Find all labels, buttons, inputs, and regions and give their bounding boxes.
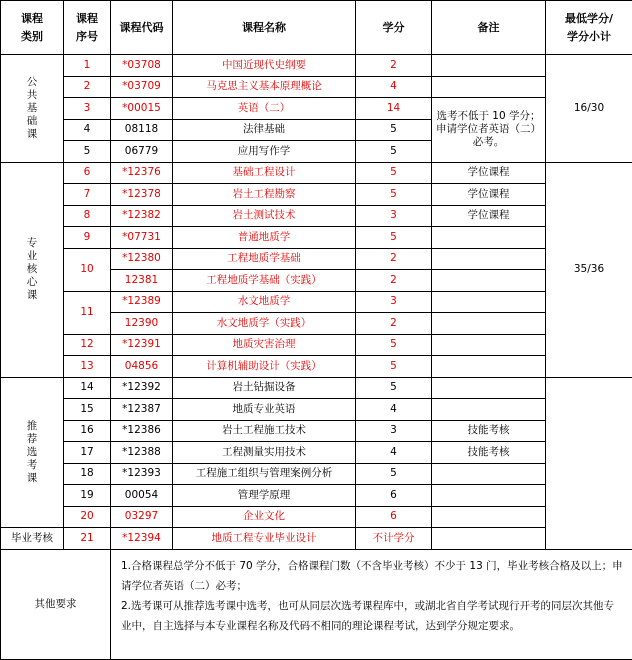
remark-empty — [432, 377, 546, 399]
course-name: 法律基础 — [173, 119, 356, 141]
remark-degree-course: 学位课程 — [432, 205, 546, 227]
total-empty — [546, 377, 632, 549]
course-seq: 10 — [64, 248, 111, 291]
header-name: 课程名称 — [173, 1, 356, 55]
total-core: 35/36 — [546, 162, 632, 377]
remark-empty — [432, 248, 546, 270]
course-credit: 4 — [356, 442, 432, 464]
course-seq: 15 — [64, 399, 111, 421]
course-seq: 5 — [64, 141, 111, 163]
course-code: 08118 — [111, 119, 173, 141]
remark-empty — [432, 76, 546, 98]
group-other: 其他要求 — [1, 549, 111, 659]
course-name: 基础工程设计 — [173, 162, 356, 184]
course-credit: 5 — [356, 356, 432, 378]
table-row — [1, 442, 632, 464]
course-code: *12382 — [111, 205, 173, 227]
course-code: *12392 — [111, 377, 173, 399]
course-code: *12393 — [111, 463, 173, 485]
remark-empty — [432, 463, 546, 485]
table-row — [1, 76, 632, 98]
course-seq: 7 — [64, 184, 111, 206]
course-credit: 5 — [356, 141, 432, 163]
course-credit: 4 — [356, 76, 432, 98]
table-row — [1, 528, 632, 550]
course-credit: 4 — [356, 399, 432, 421]
course-seq: 21 — [64, 528, 111, 550]
course-credit: 14 — [356, 98, 432, 120]
course-seq: 13 — [64, 356, 111, 378]
group-graduation: 毕业考核 — [1, 528, 64, 550]
course-credit: 6 — [356, 485, 432, 507]
course-credit: 2 — [356, 313, 432, 335]
course-credit: 5 — [356, 377, 432, 399]
course-seq: 20 — [64, 506, 111, 528]
course-code: *12380 — [111, 248, 173, 270]
remark-empty — [432, 291, 546, 313]
course-credit: 3 — [356, 205, 432, 227]
course-name: 工程测量实用技术 — [173, 442, 356, 464]
course-code: 12381 — [111, 270, 173, 292]
course-seq: 9 — [64, 227, 111, 249]
course-credit: 5 — [356, 334, 432, 356]
table-row — [1, 98, 632, 120]
course-code: *12391 — [111, 334, 173, 356]
course-name: 管理学原理 — [173, 485, 356, 507]
course-seq: 8 — [64, 205, 111, 227]
course-credit: 2 — [356, 270, 432, 292]
header-min-credit: 最低学分/ 学分小计 — [546, 1, 632, 55]
remark-skill-exam: 技能考核 — [432, 420, 546, 442]
course-code: *12378 — [111, 184, 173, 206]
course-code: *12387 — [111, 399, 173, 421]
course-credit: 不计学分 — [356, 528, 432, 550]
header-remark: 备注 — [432, 1, 546, 55]
course-seq: 19 — [64, 485, 111, 507]
course-seq: 14 — [64, 377, 111, 399]
course-name: 英语（二） — [173, 98, 356, 120]
table-row — [1, 55, 632, 77]
course-credit: 2 — [356, 55, 432, 77]
course-credit: 5 — [356, 119, 432, 141]
header-credit: 学分 — [356, 1, 432, 55]
course-name: 普通地质学 — [173, 227, 356, 249]
table-row — [1, 420, 632, 442]
course-name: 计算机辅助设计（实践） — [173, 356, 356, 378]
course-credit: 5 — [356, 184, 432, 206]
other-requirements-text: 1.合格课程总学分不低于 70 学分，合格课程门数（不含毕业考核）不少于 13 门，毕业考核合格及以上；申请学位者英语（二）必考； 2.选考课可从推荐选考课中选考，也可从同层次选考课程库中，或湖北省自学考试现行开考的同层次其他专业中，自主选择与本专业课程名称及代码不相同的理论课程考试，达到学分规定要求。 — [111, 549, 632, 659]
table-row — [1, 485, 632, 507]
course-code: 04856 — [111, 356, 173, 378]
course-name: 岩土工程勘察 — [173, 184, 356, 206]
course-seq: 17 — [64, 442, 111, 464]
course-name: 地质灾害治理 — [173, 334, 356, 356]
course-credit: 3 — [356, 291, 432, 313]
course-code: *03708 — [111, 55, 173, 77]
table-row — [1, 291, 632, 313]
remark-empty — [432, 528, 546, 550]
course-seq: 3 — [64, 98, 111, 120]
table-row — [1, 248, 632, 270]
remark-degree-course: 学位课程 — [432, 162, 546, 184]
remark-empty — [432, 506, 546, 528]
remark-skill-exam: 技能考核 — [432, 442, 546, 464]
course-seq: 2 — [64, 76, 111, 98]
table-row — [1, 356, 632, 378]
course-code: 00054 — [111, 485, 173, 507]
course-code: 06779 — [111, 141, 173, 163]
course-name: 水文地质学（实践） — [173, 313, 356, 335]
table-row — [1, 377, 632, 399]
course-code: *12388 — [111, 442, 173, 464]
course-name: 岩土测试技术 — [173, 205, 356, 227]
course-code: *07731 — [111, 227, 173, 249]
remark-empty — [432, 227, 546, 249]
course-name: 岩土钻掘设备 — [173, 377, 356, 399]
remark-empty — [432, 270, 546, 292]
course-credit: 5 — [356, 227, 432, 249]
course-name: 工程地质学基础 — [173, 248, 356, 270]
course-name: 地质工程专业毕业设计 — [173, 528, 356, 550]
course-code: *12389 — [111, 291, 173, 313]
course-seq: 6 — [64, 162, 111, 184]
course-credit: 5 — [356, 162, 432, 184]
group-recommended: 推 荐 选 考 课 — [1, 377, 64, 528]
table-row — [1, 463, 632, 485]
course-name: 岩土工程施工技术 — [173, 420, 356, 442]
course-name: 工程施工组织与管理案例分析 — [173, 463, 356, 485]
course-code: *03709 — [111, 76, 173, 98]
course-seq: 11 — [64, 291, 111, 334]
course-seq: 12 — [64, 334, 111, 356]
remark-empty — [432, 485, 546, 507]
course-code: 12390 — [111, 313, 173, 335]
header-seq: 课程 序号 — [64, 1, 111, 55]
remark-empty — [432, 334, 546, 356]
course-name: 马克思主义基本原理概论 — [173, 76, 356, 98]
course-seq: 1 — [64, 55, 111, 77]
group-public: 公 共 基 础 课 — [1, 55, 64, 163]
remark-empty — [432, 356, 546, 378]
remark-degree-course: 学位课程 — [432, 184, 546, 206]
course-code: *12386 — [111, 420, 173, 442]
table-row — [1, 399, 632, 421]
remark-empty — [432, 313, 546, 335]
course-name: 企业文化 — [173, 506, 356, 528]
header-category: 课程 类别 — [1, 1, 64, 55]
table-row — [1, 162, 632, 184]
group-core: 专 业 核 心 课 — [1, 162, 64, 377]
course-credit: 5 — [356, 463, 432, 485]
course-name: 工程地质学基础（实践） — [173, 270, 356, 292]
course-seq: 16 — [64, 420, 111, 442]
course-code: *00015 — [111, 98, 173, 120]
course-credit: 6 — [356, 506, 432, 528]
course-credit: 2 — [356, 248, 432, 270]
course-name: 水文地质学 — [173, 291, 356, 313]
course-seq: 4 — [64, 119, 111, 141]
course-seq: 18 — [64, 463, 111, 485]
table-row — [1, 205, 632, 227]
course-code: *12394 — [111, 528, 173, 550]
remark-empty — [432, 399, 546, 421]
course-name: 中国近现代史纲要 — [173, 55, 356, 77]
remark-empty — [432, 55, 546, 77]
course-name: 地质专业英语 — [173, 399, 356, 421]
table-row — [1, 506, 632, 528]
course-credit: 3 — [356, 420, 432, 442]
table-row — [1, 184, 632, 206]
course-name: 应用写作学 — [173, 141, 356, 163]
table-row — [1, 334, 632, 356]
remark-public-note: 选考不低于 10 学分；申请学位者英语（二）必考。 — [432, 98, 546, 163]
table-row — [1, 227, 632, 249]
total-public: 16/30 — [546, 55, 632, 163]
header-code: 课程代码 — [111, 1, 173, 55]
course-code: *12376 — [111, 162, 173, 184]
course-code: 03297 — [111, 506, 173, 528]
